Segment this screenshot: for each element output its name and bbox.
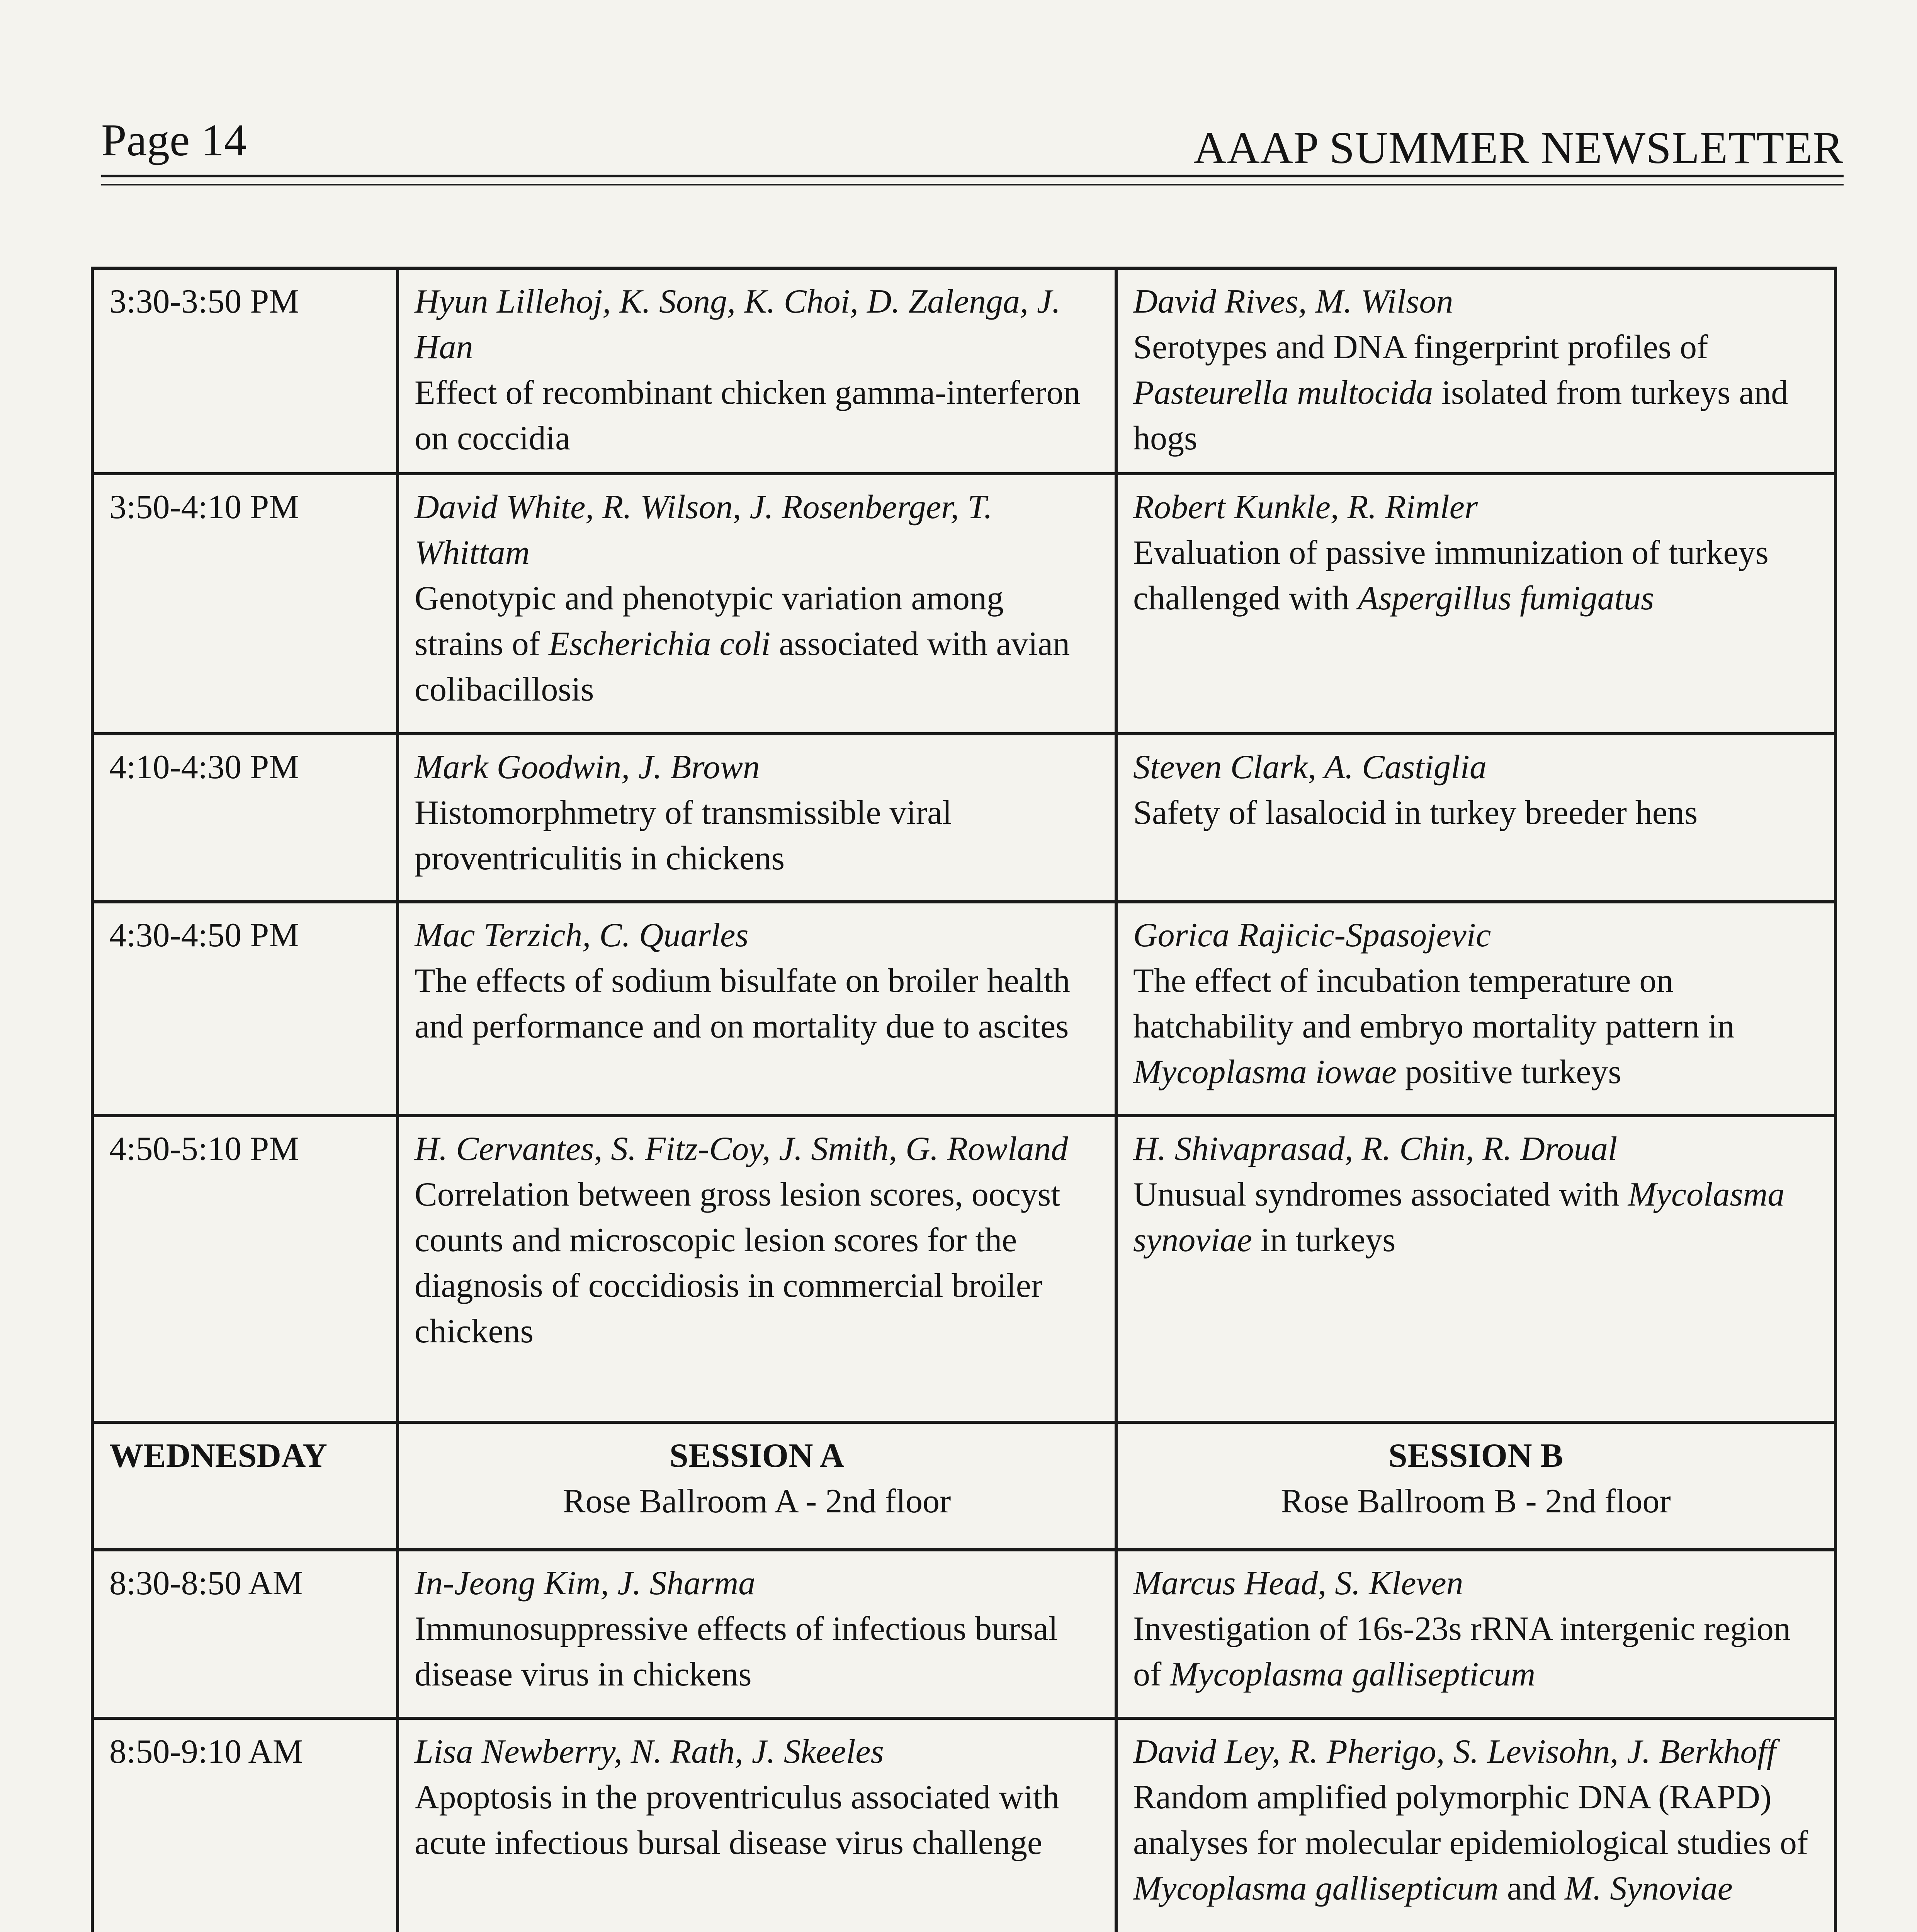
session-b-cell [1116, 902, 1835, 1116]
talk-title: Apoptosis in the proventriculus associated with acute infectious bursal disease virus challenge [415, 1779, 1060, 1862]
species-name: Aspergillus fumigatus [1358, 580, 1654, 617]
session-b-room: Rose Ballroom B - 2nd floor [1281, 1483, 1671, 1520]
species-name: Mycoplasma gallisepticum [1133, 1870, 1499, 1907]
talk-title: Evaluation of passive immunization of turkeys challenged with Aspergillus fumigatus [1133, 534, 1769, 617]
authors: Marcus Head, S. Kleven [1133, 1565, 1463, 1602]
time-cell: 4:10-4:30 PM [92, 734, 398, 902]
table-row [92, 1116, 1835, 1422]
authors: H. Cervantes, S. Fitz-Coy, J. Smith, G. Rowland [415, 1130, 1068, 1168]
talk-title: Effect of recombinant chicken gamma-interferon on coccidia [415, 374, 1081, 457]
time-cell: 3:30-3:50 PM [92, 268, 398, 474]
authors: Mac Terzich, C. Quarles [415, 917, 749, 954]
time-cell: 3:50-4:10 PM [92, 474, 398, 734]
authors: David White, R. Wilson, J. Rosenberger, T. Whittam [415, 488, 992, 571]
session-a-cell [398, 1550, 1116, 1718]
session-a-cell [398, 734, 1116, 902]
schedule-table [91, 267, 1837, 1932]
session-b-header [1116, 1422, 1835, 1550]
session-a-room: Rose Ballroom A - 2nd floor [563, 1483, 951, 1520]
table-row [92, 474, 1835, 734]
authors: H. Shivaprasad, R. Chin, R. Droual [1133, 1130, 1618, 1168]
species-name: Mycoplasma iowae [1133, 1053, 1397, 1091]
table-row [92, 1550, 1835, 1718]
session-b-cell [1116, 734, 1835, 902]
session-b-cell [1116, 1550, 1835, 1718]
talk-title: The effects of sodium bisulfate on broiler health and performance and on mortality due to ascites [415, 962, 1070, 1045]
session-a-cell [398, 902, 1116, 1116]
authors: David Ley, R. Pherigo, S. Levisohn, J. Berkhoff [1133, 1733, 1776, 1770]
time-cell: 4:50-5:10 PM [92, 1116, 398, 1422]
authors: David Rives, M. Wilson [1133, 283, 1453, 320]
session-b-cell [1116, 474, 1835, 734]
species-name: M. Synoviae [1564, 1870, 1733, 1907]
session-b-cell [1116, 268, 1835, 474]
talk-title: Immunosuppressive effects of infectious bursal disease virus in chickens [415, 1610, 1058, 1693]
header-rule-thick [101, 175, 1844, 177]
authors: Robert Kunkle, R. Rimler [1133, 488, 1478, 526]
talk-title: Investigation of 16s-23s rRNA intergenic region of Mycoplasma gallisepticum [1133, 1610, 1791, 1693]
session-a-header [398, 1422, 1116, 1550]
session-b-name: SESSION B [1388, 1437, 1564, 1475]
talk-title: The effect of incubation temperature on hatchability and embryo mortality pattern in Mycoplasma iowae positive turkeys [1133, 962, 1735, 1091]
talk-title: Unusual syndromes associated with Mycolasma synoviae in turkeys [1133, 1176, 1785, 1259]
talk-title: Serotypes and DNA fingerprint profiles of Pasteurella multocida isolated from turkeys and hogs [1133, 328, 1788, 457]
page-number: Page 14 [101, 115, 247, 165]
time-cell: 8:50-9:10 AM [92, 1718, 398, 1932]
session-a-cell [398, 474, 1116, 734]
table-row [92, 902, 1835, 1116]
authors: Hyun Lillehoj, K. Song, K. Choi, D. Zalenga, J. Han [415, 283, 1060, 366]
table-row [92, 734, 1835, 902]
talk-title: Genotypic and phenotypic variation among strains of Escherichia coli associated with avian colibacillosis [415, 580, 1070, 708]
session-a-name: SESSION A [669, 1437, 845, 1475]
time-cell: 4:30-4:50 PM [92, 902, 398, 1116]
newsletter-title: AAAP SUMMER NEWSLETTER [1193, 122, 1844, 173]
session-b-cell [1116, 1718, 1835, 1932]
species-name: Mycoplasma gallisepticum [1170, 1656, 1536, 1693]
session-a-cell [398, 1718, 1116, 1932]
talk-title: Random amplified polymorphic DNA (RAPD) analyses for molecular epidemiological studies of Mycoplasma gallisepticum and M. Synoviae [1133, 1779, 1808, 1907]
species-name: Mycolasma synoviae [1133, 1176, 1785, 1259]
authors: Gorica Rajicic-Spasojevic [1133, 917, 1491, 954]
species-name: Pasteurella multocida [1133, 374, 1433, 412]
talk-title: Histomorphmetry of transmissible viral proventriculitis in chickens [415, 794, 952, 877]
session-a-cell [398, 268, 1116, 474]
day-label: WEDNESDAY [92, 1422, 398, 1550]
session-a-cell [398, 1116, 1116, 1422]
authors: Mark Goodwin, J. Brown [415, 748, 760, 786]
session-header-row [92, 1422, 1835, 1550]
authors: Lisa Newberry, N. Rath, J. Skeeles [415, 1733, 884, 1770]
authors: Steven Clark, A. Castiglia [1133, 748, 1487, 786]
talk-title: Safety of lasalocid in turkey breeder hens [1133, 794, 1698, 832]
table-row [92, 1718, 1835, 1932]
authors: In-Jeong Kim, J. Sharma [415, 1565, 756, 1602]
talk-title: Correlation between gross lesion scores, oocyst counts and microscopic lesion scores for the diagnosis of coccidiosis in commercial broiler chickens [415, 1176, 1060, 1350]
species-name: Escherichia coli [549, 625, 771, 663]
table-row [92, 268, 1835, 474]
time-cell: 8:30-8:50 AM [92, 1550, 398, 1718]
page-header [101, 114, 1844, 173]
session-b-cell [1116, 1116, 1835, 1422]
header-rule-thin [101, 184, 1844, 185]
